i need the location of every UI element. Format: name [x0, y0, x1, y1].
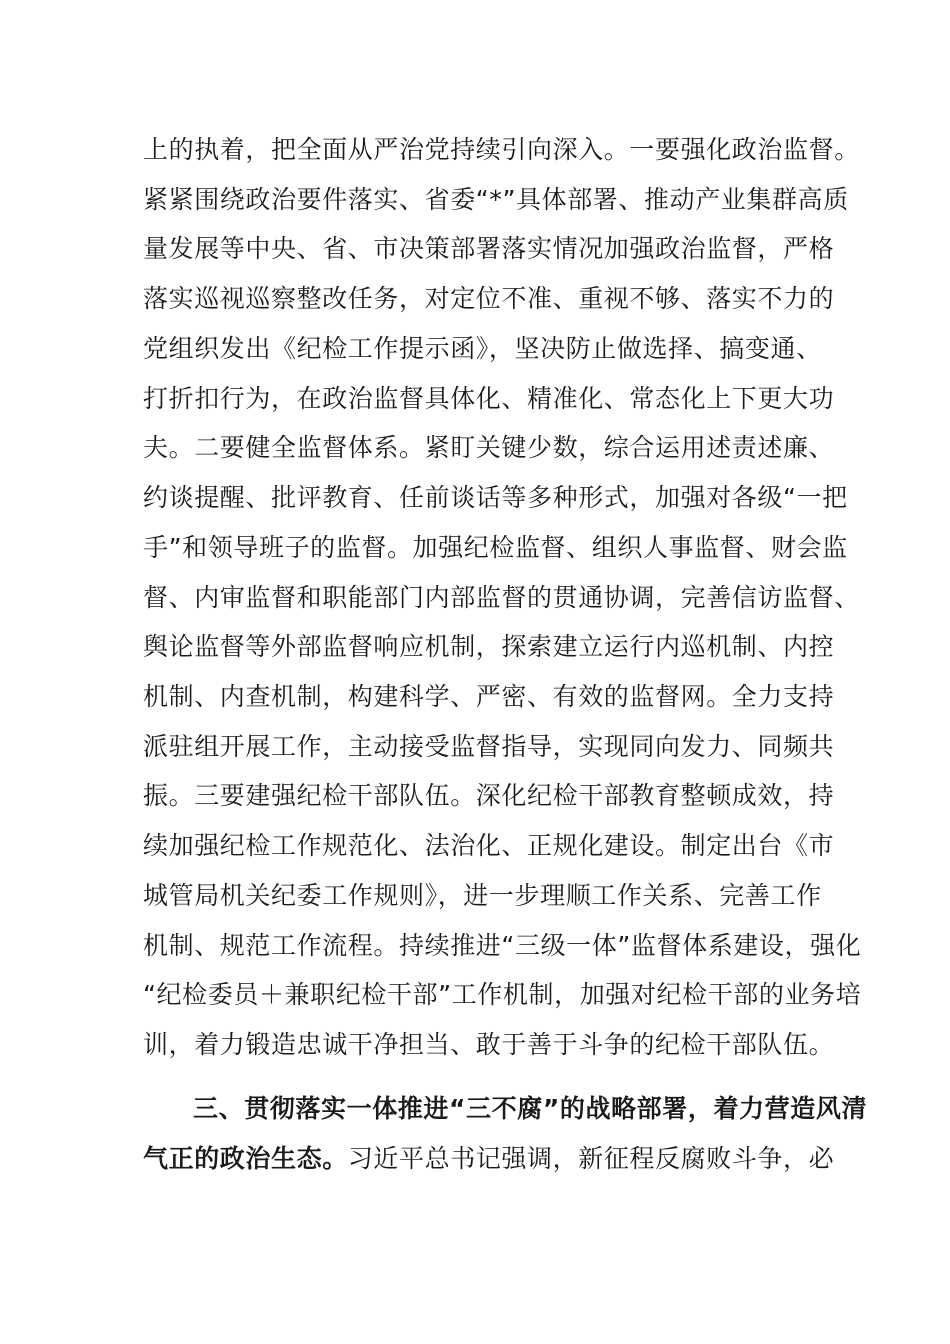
body-line: 振。三要建强纪检干部队伍。深化纪检干部教育整顿成效，持	[143, 781, 835, 810]
body-line: 训，着力锻造忠诚干净担当、敢于善于斗争的纪检干部队伍。	[143, 1030, 835, 1059]
section-body-start: 习近平总书记强调，新征程反腐败斗争，必	[347, 1144, 835, 1173]
section-heading-continuation	[143, 1143, 835, 1175]
body-line: 党组织发出《纪检工作提示函》，坚决防止做选择、搞变通、	[143, 334, 822, 363]
body-line: 机制、规范工作流程。持续推进“三级一体”监督体系建设，强化	[143, 931, 862, 960]
body-line: 手”和领导班子的监督。加强纪检监督、组织人事监督、财会监	[143, 533, 848, 562]
body-line: 量发展等中央、省、市决策部署落实情况加强政治监督，严格	[143, 234, 835, 263]
body-line: 约谈提醒、批评教育、任前谈话等多种形式，加强对各级“一把	[143, 483, 848, 512]
body-line: 督、内审监督和职能部门内部监督的贯通协调，完善信访监督、	[143, 583, 860, 612]
body-line: 城管局机关纪委工作规则》，进一步理顺工作关系、完善工作	[143, 881, 822, 910]
body-line: “纪检委员＋兼职纪检干部”工作机制，加强对纪检干部的业务培	[143, 980, 862, 1009]
body-line: 派驻组开展工作，主动接受监督指导，实现同向发力、同频共	[143, 732, 835, 761]
section-heading: 三、贯彻落实一体推进“三不腐”的战略部署，着力营造风清	[193, 1094, 868, 1123]
body-line: 紧紧围绕政治要件落实、省委“*”具体部署、推动产业集群高质	[143, 185, 849, 214]
section-heading-end: 气正的政治生态。	[143, 1144, 348, 1173]
body-line: 夫。二要健全监督体系。紧盯关键少数，综合运用述责述廉、	[143, 433, 835, 462]
body-line: 落实巡视巡察整改任务，对定位不准、重视不够、落实不力的	[143, 284, 835, 313]
body-line: 续加强纪检工作规范化、法治化、正规化建设。制定出台《市	[143, 831, 835, 860]
body-line: 舆论监督等外部监督响应机制，探索建立运行内巡机制、内控	[143, 632, 835, 661]
body-line: 机制、内查机制，构建科学、严密、有效的监督网。全力支持	[143, 682, 835, 711]
body-line: 打折扣行为，在政治监督具体化、精准化、常态化上下更大功	[143, 384, 835, 413]
body-line: 上的执着，把全面从严治党持续引向深入。一要强化政治监督。	[143, 135, 860, 164]
